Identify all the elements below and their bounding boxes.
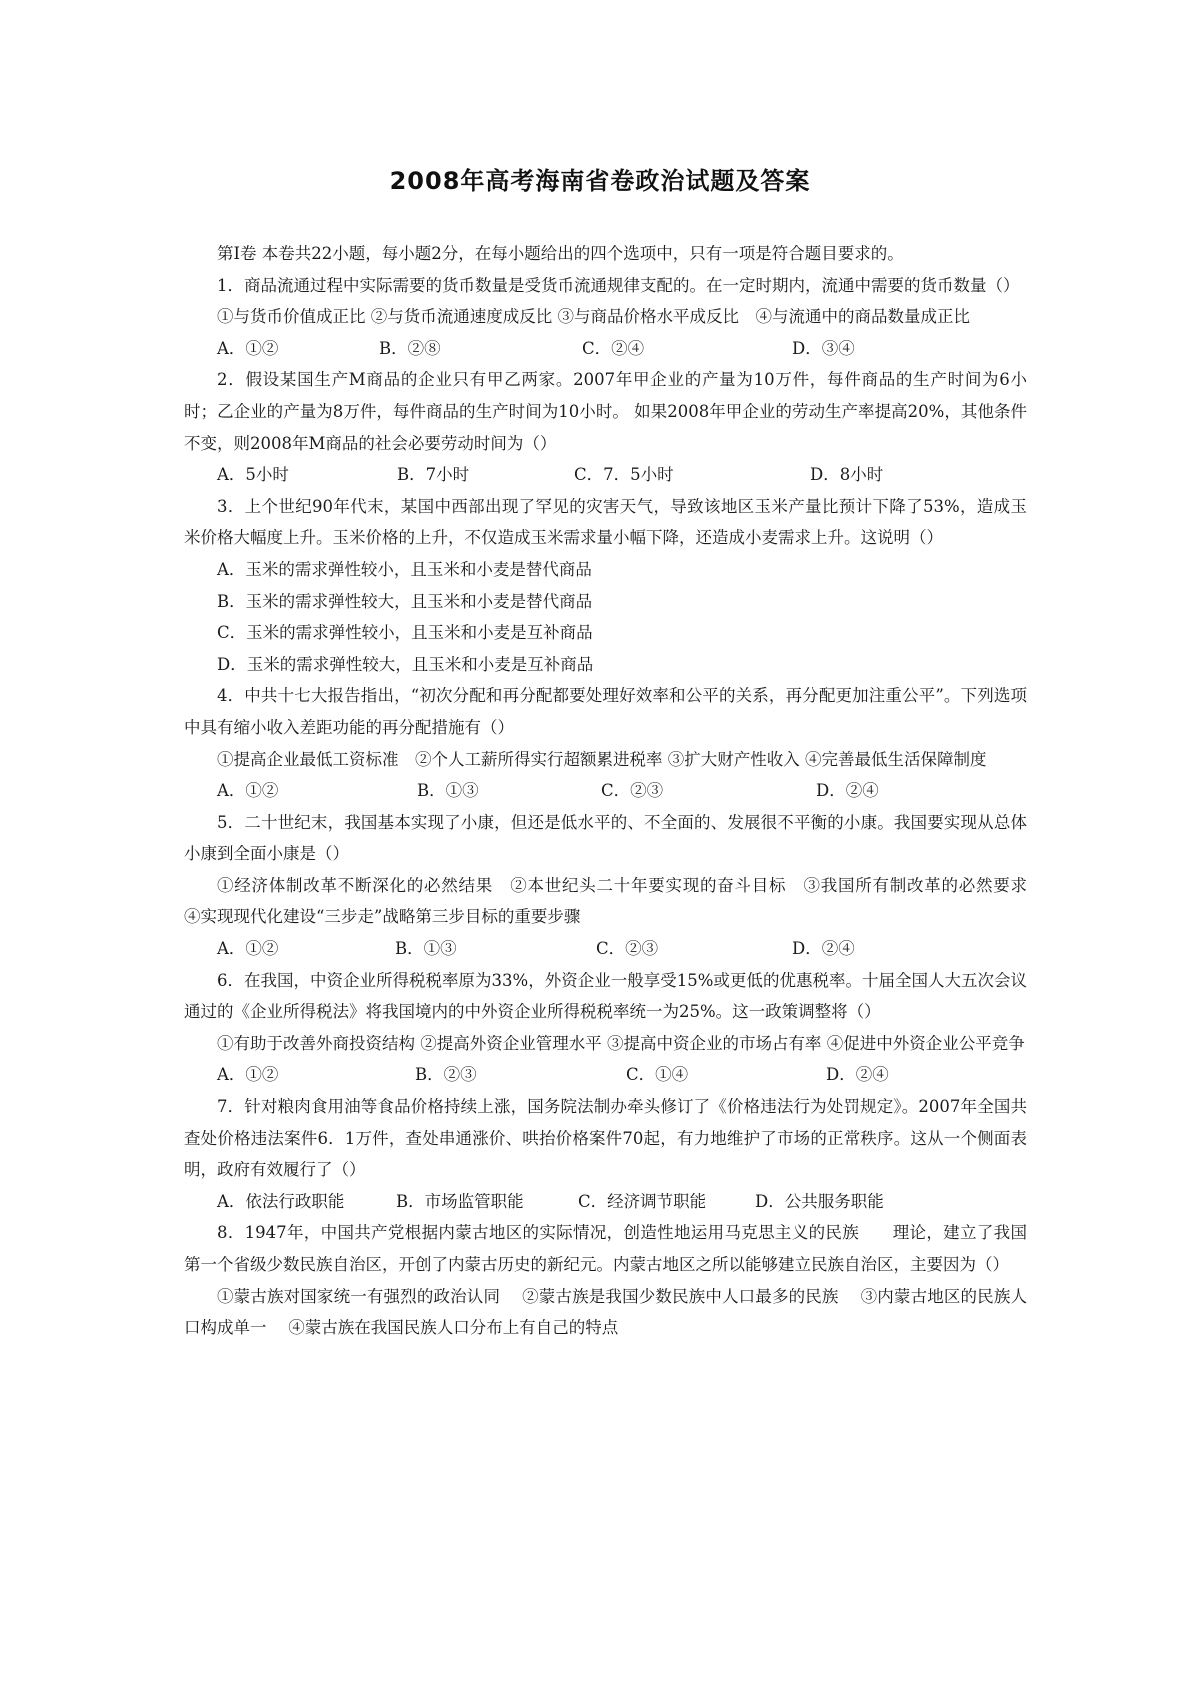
- question-4-stem: 4．中共十七大报告指出，“初次分配和再分配都要处理好效率和公平的关系，再分配更加注重公平”。下列选项中具有缩小收入差距功能的再分配措施有（）: [184, 686, 1027, 737]
- question-1-stem: 1．商品流通过程中实际需要的货币数量是受货币流通规律支配的。在一定时期内，流通中需要的货币数量（）: [217, 275, 1020, 295]
- option-c: C．经济调节职能: [578, 1191, 707, 1211]
- option-b: B．①③: [395, 939, 457, 959]
- option-d: D．②④: [792, 939, 855, 959]
- question-1-options: [184, 333, 1027, 365]
- option-b: B．②③: [415, 1065, 477, 1085]
- option-c: C．②④: [582, 338, 645, 358]
- question-3-choice-a: A．玉米的需求弹性较小，且玉米和小麦是替代商品: [217, 559, 592, 579]
- section-intro: 第Ⅰ卷 本卷共22小题，每小题2分，在每小题给出的四个选项中，只有一项是符合题目要求的。: [217, 244, 904, 263]
- option-b: B．①③: [417, 781, 479, 801]
- option-d: D．③④: [792, 338, 855, 358]
- option-a: A．①②: [217, 939, 279, 959]
- question-7-stem: 7．针对粮肉食用油等食品价格持续上涨，国务院法制办牵头修订了《价格违法行为处罚规定》。2007年全国共查处价格违法案件6．1万件，查处串通涨价、哄抬价格案件70起，有力地维护了市场的正常秩序。这从一个侧面表明，政府有效履行了（）: [184, 1097, 1027, 1180]
- option-c: C．7．5小时: [574, 465, 674, 485]
- option-d: D．②④: [816, 781, 879, 801]
- option-c: C．②③: [596, 939, 659, 959]
- option-d: D．8小时: [810, 465, 884, 485]
- option-a: A．依法行政职能: [217, 1191, 345, 1211]
- question-3-choice-b: B．玉米的需求弹性较大，且玉米和小麦是替代商品: [217, 591, 593, 611]
- option-b: B．②⑧: [379, 338, 441, 358]
- question-5-items: ①经济体制改革不断深化的必然结果 ②本世纪头二十年要实现的奋斗目标 ③我国所有制改革的必然要求 ④实现现代化建设“三步走”战略第三步目标的重要步骤: [184, 875, 1049, 927]
- question-6-items: ①有助于改善外商投资结构 ②提高外资企业管理水平 ③提高中资企业的市场占有率 ④促进中外资企业公平竞争: [217, 1033, 1025, 1053]
- question-3-choice-d: D．玉米的需求弹性较大，且玉米和小麦是互补商品: [217, 654, 594, 674]
- question-5-stem: 5．二十世纪末，我国基本实现了小康，但还是低水平的、不全面的、发展很不平衡的小康。我国要实现从总体小康到全面小康是（）: [184, 812, 1027, 864]
- option-d: D．公共服务职能: [755, 1191, 884, 1211]
- option-c: C．②③: [601, 781, 664, 801]
- option-b: B．7小时: [397, 465, 470, 485]
- question-8-stem: 8．1947年，中国共产党根据内蒙古地区的实际情况，创造性地运用马克思主义的民族 理论，建立了我国第一个省级少数民族自治区，开创了内蒙古历史的新纪元。内蒙古地区之所以能够建立民族自治区，主要因为（）: [184, 1223, 1027, 1274]
- question-5-options: [184, 933, 1027, 965]
- question-6-stem: 6．在我国，中资企业所得税税率原为33%，外资企业一般享受15%或更低的优惠税率。十届全国人大五次会议通过的《企业所得税法》将我国境内的中外资企业所得税税率统一为25%。这一政策调整将（）: [184, 970, 1027, 1022]
- question-2-options: [184, 459, 1027, 491]
- page-title: 2008年高考海南省卷政治试题及答案: [389, 167, 811, 195]
- option-c: C．①④: [626, 1065, 689, 1085]
- question-7-options: [184, 1186, 1027, 1218]
- question-4-items: ①提高企业最低工资标准 ②个人工薪所得实行超额累进税率 ③扩大财产性收入 ④完善最低生活保障制度: [217, 749, 987, 769]
- option-a: A．①②: [217, 338, 279, 358]
- question-3-choice-c: C．玉米的需求弹性较小，且玉米和小麦是互补商品: [217, 623, 593, 643]
- question-2-stem: 2．假设某国生产M商品的企业只有甲乙两家。2007年甲企业的产量为10万件，每件商品的生产时间为6小时；乙企业的产量为8万件，每件商品的生产时间为10小时。 如果2008年甲企业的劳动生产率提高20%，其他条件不变，则2008年M商品的社会必要劳动时间为（）: [184, 370, 1027, 453]
- option-a: A．①②: [217, 781, 279, 801]
- question-6-options: [184, 1059, 1027, 1091]
- question-1-items: ①与货币价值成正比 ②与货币流通速度成反比 ③与商品价格水平成反比 ④与流通中的商品数量成正比: [217, 307, 970, 327]
- exam-body: [184, 238, 1049, 1344]
- option-a: A．5小时: [217, 465, 289, 485]
- option-b: B．市场监管职能: [396, 1191, 524, 1211]
- question-3-stem: 3．上个世纪90年代末，某国中西部出现了罕见的灾害天气，导致该地区玉米产量比预计下降了53%，造成玉米价格大幅度上升。玉米价格的上升，不仅造成玉米需求量小幅下降，还造成小麦需求上升。这说明（）: [184, 496, 1027, 548]
- question-4-options: [184, 775, 1027, 807]
- option-a: A．①②: [217, 1065, 279, 1085]
- question-8-items: ①蒙古族对国家统一有强烈的政治认同 ②蒙古族是我国少数民族中人口最多的民族 ③内蒙古地区的民族人口构成单一 ④蒙古族在我国民族人口分布上有自己的特点: [184, 1286, 1027, 1338]
- option-d: D．②④: [826, 1065, 889, 1085]
